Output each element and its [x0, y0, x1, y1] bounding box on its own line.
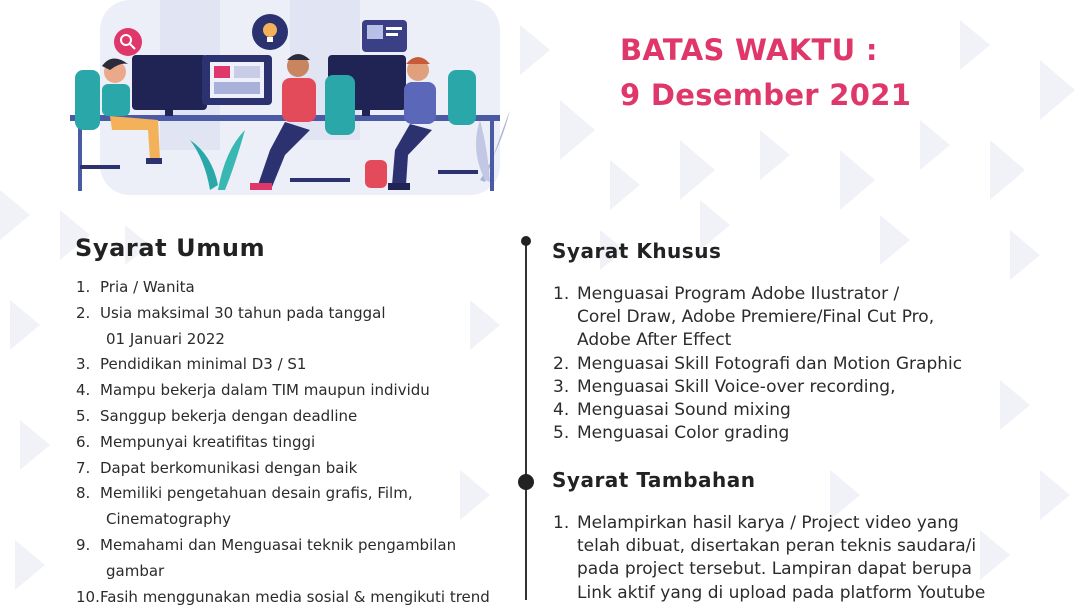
list-item: 1. Melampirkan hasil karya / Project video yang telah dibuat, disertakan peran teknis saudara/i pada project tersebut. Lampiran dapat berupa Link aktif yang di upload pada platform Youtube — [553, 513, 986, 603]
list-item: 1. Menguasai Program Adobe Ilustrator / Corel Draw, Adobe Premiere/Final Cut Pro, Adobe After Effect — [553, 284, 935, 351]
syarat-khusus-title: Syarat Khusus — [552, 239, 722, 263]
timeline-dot — [521, 236, 531, 246]
list-item: 4. Mampu bekerja dalam TIM maupun individu — [76, 381, 430, 400]
list-item: 9. Memahami dan Menguasai teknik pengambilan gambar — [76, 535, 457, 580]
list-item: 8. Memiliki pengetahuan desain grafis, Film, Cinematography — [76, 484, 413, 529]
list-item: 2. Usia maksimal 30 tahun pada tanggal 01 Januari 2022 — [76, 303, 386, 348]
deadline-date: 9 Desember 2021 — [620, 78, 912, 112]
deadline-heading — [620, 28, 911, 118]
list-item: 2. Menguasai Skill Fotografi dan Motion Graphic — [553, 353, 963, 374]
syarat-umum-title: Syarat Umum — [75, 234, 266, 262]
list-item: 5. Sanggup bekerja dengan deadline — [76, 406, 358, 425]
search-icon — [114, 28, 142, 56]
syarat-khusus-list — [553, 283, 962, 445]
list-item: 5. Menguasai Color grading — [553, 423, 790, 444]
list-item: 4. Menguasai Sound mixing — [553, 400, 791, 421]
list-item: 6. Mempunyai kreatifitas tinggi — [76, 432, 316, 451]
syarat-tambahan-list — [553, 512, 985, 605]
list-item: 3. Menguasai Skill Voice-over recording, — [553, 376, 896, 397]
list-item: 1. Pria / Wanita — [76, 278, 195, 296]
timeline-dot — [518, 474, 534, 490]
deadline-label: BATAS WAKTU : — [620, 33, 878, 67]
syarat-umum-list — [76, 275, 490, 610]
list-item: 10.Fasih menggunakan media sosial & mengikuti trend — [76, 587, 490, 606]
syarat-tambahan-title: Syarat Tambahan — [552, 468, 756, 492]
office-team-illustration — [40, 0, 520, 200]
list-item: 3. Pendidikan minimal D3 / S1 — [76, 355, 307, 374]
list-item: 7. Dapat berkomunikasi dengan baik — [76, 458, 358, 477]
timeline-line — [525, 240, 527, 600]
